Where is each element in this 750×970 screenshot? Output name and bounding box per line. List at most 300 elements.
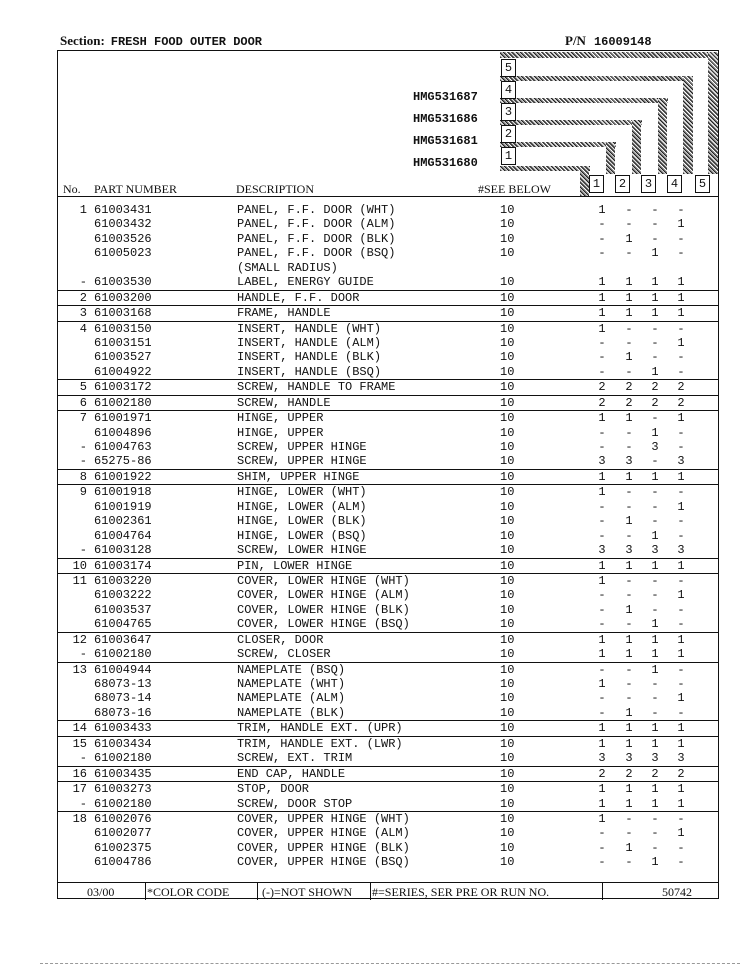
see-below: 10: [500, 632, 515, 647]
see-below: 10: [500, 231, 515, 246]
part-number: 61003526: [94, 231, 152, 246]
item-number: -: [79, 647, 87, 662]
qty-model-3: 1: [651, 617, 659, 632]
qty-model-4: -: [677, 528, 685, 543]
item-number: 2: [79, 290, 87, 305]
qty-model-3: 1: [651, 736, 659, 751]
see-below: 10: [500, 246, 515, 261]
qty-model-2: -: [625, 335, 633, 350]
qty-model-1: -: [598, 335, 606, 350]
qty-model-1: -: [598, 231, 606, 246]
qty-model-1: -: [598, 602, 606, 617]
qty-model-2: -: [625, 364, 633, 379]
table-row: [57, 559, 719, 574]
qty-model-4: 1: [677, 499, 685, 514]
qty-model-4: -: [677, 485, 685, 500]
part-number-heading: [565, 33, 652, 49]
footer-not-shown: (-)=NOT SHOWN: [262, 885, 353, 899]
item-number: 1: [79, 203, 87, 217]
qty-model-1: 1: [598, 721, 606, 736]
part-number: 61001922: [94, 469, 152, 484]
footer-doc-number: 50742: [662, 885, 692, 899]
part-number: 61002076: [94, 811, 152, 826]
description: COVER, UPPER HINGE (BLK): [237, 840, 410, 855]
qty-model-2: 1: [625, 469, 633, 484]
table-row: [57, 217, 719, 231]
qty-model-4: -: [677, 617, 685, 632]
item-number: -: [79, 275, 87, 290]
table-row: [57, 721, 719, 736]
part-number: 61002180: [94, 647, 152, 662]
description: INSERT, HANDLE (ALM): [237, 335, 382, 350]
see-below: 10: [500, 485, 515, 500]
col-header-see-below: #SEE BELOW: [478, 182, 551, 196]
qty-model-3: 1: [651, 632, 659, 647]
qty-model-2: 1: [625, 290, 633, 305]
part-number: 61005023: [94, 246, 152, 261]
qty-model-1: 1: [598, 811, 606, 826]
qty-model-1: -: [598, 246, 606, 261]
part-number: 61003200: [94, 290, 152, 305]
qty-model-2: 2: [625, 766, 633, 781]
qty-model-3: 1: [651, 275, 659, 290]
qty-model-3: -: [651, 350, 659, 365]
qty-model-3: 2: [651, 766, 659, 781]
table-row: [57, 691, 719, 705]
qty-model-3: 2: [651, 380, 659, 395]
qty-model-4: 1: [677, 469, 685, 484]
description: HINGE, UPPER: [237, 425, 324, 440]
qty-model-2: -: [625, 321, 633, 336]
model-name-1: HMG531680: [413, 156, 478, 170]
qty-model-3: -: [651, 335, 659, 350]
part-number: 61003172: [94, 380, 152, 395]
qty-model-4: 1: [677, 721, 685, 736]
model-index-5: 5: [501, 59, 516, 77]
part-number: 68073-14: [94, 691, 152, 706]
qty-model-4: -: [677, 855, 685, 870]
qty-model-2: 1: [625, 647, 633, 662]
item-number: -: [79, 454, 87, 469]
qty-model-2: -: [625, 662, 633, 677]
see-below: 10: [500, 528, 515, 543]
see-below: 10: [500, 306, 515, 321]
item-number: 6: [79, 395, 87, 410]
qty-model-2: 2: [625, 380, 633, 395]
description: HINGE, LOWER (WHT): [237, 485, 367, 500]
qty-model-1: -: [598, 588, 606, 603]
see-below: 10: [500, 203, 515, 217]
qty-model-1: 1: [598, 290, 606, 305]
qty-model-4: -: [677, 811, 685, 826]
col-header-description: DESCRIPTION: [236, 182, 315, 196]
description: HINGE, LOWER (BLK): [237, 514, 367, 529]
qty-model-2: -: [625, 425, 633, 440]
item-number: -: [79, 543, 87, 558]
qty-model-3: 1: [651, 528, 659, 543]
qty-model-3: 1: [651, 425, 659, 440]
table-row: [57, 677, 719, 691]
model-name-2: HMG531681: [413, 134, 478, 148]
qty-model-4: 1: [677, 647, 685, 662]
table-row: [57, 514, 719, 528]
qty-model-3: -: [651, 411, 659, 426]
qty-model-4: -: [677, 840, 685, 855]
qty-model-1: 1: [598, 558, 606, 573]
item-number: 3: [79, 306, 87, 321]
qty-model-3: 1: [651, 796, 659, 811]
qty-model-1: 2: [598, 395, 606, 410]
footer-divider: [602, 883, 603, 900]
qty-model-3: 1: [651, 662, 659, 677]
qty-model-2: -: [625, 217, 633, 232]
part-number: 61002180: [94, 751, 152, 766]
qty-model-3: -: [651, 217, 659, 232]
qty-model-4: 1: [677, 335, 685, 350]
item-number: 16: [72, 766, 87, 781]
qty-model-3: 3: [651, 440, 659, 454]
part-number: 61003433: [94, 721, 152, 736]
part-number: 61003434: [94, 736, 152, 751]
qty-model-2: 1: [625, 275, 633, 290]
see-below: 10: [500, 425, 515, 440]
col-header-part-number: PART NUMBER: [94, 182, 177, 196]
table-row: [57, 306, 719, 321]
qty-model-4: 1: [677, 826, 685, 841]
qty-model-4: 1: [677, 782, 685, 797]
qty-model-1: -: [598, 217, 606, 232]
see-below: 10: [500, 855, 515, 870]
item-number: 14: [72, 721, 87, 736]
qty-model-2: -: [625, 811, 633, 826]
qty-model-1: -: [598, 826, 606, 841]
qty-model-4: 1: [677, 217, 685, 232]
qty-model-2: 3: [625, 751, 633, 766]
item-number: 18: [72, 811, 87, 826]
qty-model-1: 1: [598, 411, 606, 426]
see-below: 10: [500, 766, 515, 781]
part-number: 61004896: [94, 425, 152, 440]
table-row: [57, 737, 719, 751]
part-number: 61004765: [94, 617, 152, 632]
col-header-model-2: 2: [615, 175, 630, 193]
footer-date: 03/00: [87, 885, 115, 899]
part-number: 61003432: [94, 217, 152, 232]
see-below: 10: [500, 499, 515, 514]
qty-model-1: 1: [598, 647, 606, 662]
item-number: 15: [72, 736, 87, 751]
description: PANEL, F.F. DOOR (WHT): [237, 203, 396, 217]
table-row: [57, 322, 719, 336]
see-below: 10: [500, 677, 515, 691]
see-below: 10: [500, 662, 515, 677]
description: NAMEPLATE (ALM): [237, 691, 346, 706]
qty-model-1: 1: [598, 485, 606, 500]
qty-model-1: 1: [598, 573, 606, 588]
qty-model-4: -: [677, 350, 685, 365]
qty-model-1: -: [598, 528, 606, 543]
table-row: [57, 706, 719, 721]
table-row: [57, 411, 719, 425]
table-row: [57, 663, 719, 677]
qty-model-4: -: [677, 246, 685, 261]
item-number: 9: [79, 485, 87, 500]
qty-model-1: 1: [598, 782, 606, 797]
description: COVER, UPPER HINGE (ALM): [237, 826, 410, 841]
qty-model-2: -: [625, 440, 633, 454]
qty-model-4: -: [677, 662, 685, 677]
description: COVER, UPPER HINGE (WHT): [237, 811, 410, 826]
qty-model-3: 1: [651, 855, 659, 870]
qty-model-2: 1: [625, 350, 633, 365]
qty-model-3: 1: [651, 558, 659, 573]
qty-model-3: 1: [651, 647, 659, 662]
qty-model-1: -: [598, 662, 606, 677]
qty-model-2: -: [625, 691, 633, 706]
model-index-1: 1: [501, 147, 516, 165]
qty-model-1: -: [598, 364, 606, 379]
qty-model-1: -: [598, 514, 606, 529]
pn-label: P/N: [565, 33, 586, 48]
qty-model-3: -: [651, 840, 659, 855]
table-row: [57, 826, 719, 840]
description: COVER, LOWER HINGE (BSQ): [237, 617, 410, 632]
qty-model-3: -: [651, 485, 659, 500]
part-number: 61003128: [94, 543, 152, 558]
footer-divider: [145, 883, 146, 900]
qty-model-2: 1: [625, 782, 633, 797]
qty-model-1: 1: [598, 321, 606, 336]
qty-model-3: 1: [651, 306, 659, 321]
model-index-4: 4: [501, 81, 516, 99]
description: SCREW, LOWER HINGE: [237, 543, 367, 558]
footer-divider: [370, 883, 371, 900]
table-row: [57, 588, 719, 602]
description: TRIM, HANDLE EXT. (UPR): [237, 721, 403, 736]
qty-model-1: 2: [598, 380, 606, 395]
qty-model-3: 1: [651, 782, 659, 797]
qty-model-4: -: [677, 514, 685, 529]
table-row: [57, 574, 719, 588]
see-below: 10: [500, 602, 515, 617]
see-below: 10: [500, 440, 515, 454]
see-below: 10: [500, 514, 515, 529]
item-number: -: [79, 796, 87, 811]
see-below: 10: [500, 543, 515, 558]
see-below: 10: [500, 290, 515, 305]
qty-model-2: -: [625, 485, 633, 500]
qty-model-4: -: [677, 203, 685, 217]
qty-model-4: 1: [677, 290, 685, 305]
see-below: 10: [500, 647, 515, 662]
part-number: 68073-13: [94, 677, 152, 691]
qty-model-2: -: [625, 246, 633, 261]
see-below: 10: [500, 275, 515, 290]
item-number: 11: [72, 573, 87, 588]
see-below: 10: [500, 705, 515, 720]
see-below: 10: [500, 364, 515, 379]
qty-model-4: -: [677, 573, 685, 588]
footer-bar: [57, 882, 719, 900]
description: SCREW, DOOR STOP: [237, 796, 353, 811]
item-number: 4: [79, 321, 87, 336]
qty-model-2: 1: [625, 736, 633, 751]
qty-model-2: 1: [625, 796, 633, 811]
see-below: 10: [500, 751, 515, 766]
description: END CAP, HANDLE: [237, 766, 346, 781]
qty-model-3: -: [651, 514, 659, 529]
qty-model-4: 3: [677, 751, 685, 766]
description: CLOSER, DOOR: [237, 632, 324, 647]
qty-model-3: -: [651, 573, 659, 588]
qty-model-4: 2: [677, 766, 685, 781]
see-below: 10: [500, 736, 515, 751]
qty-model-2: 3: [625, 543, 633, 558]
qty-model-1: 3: [598, 454, 606, 469]
qty-model-1: -: [598, 840, 606, 855]
qty-model-4: 1: [677, 736, 685, 751]
see-below: 10: [500, 691, 515, 706]
description: NAMEPLATE (BSQ): [237, 662, 346, 677]
item-number: 8: [79, 469, 87, 484]
part-number: 61004786: [94, 855, 152, 870]
part-number: 61003150: [94, 321, 152, 336]
qty-model-2: 1: [625, 558, 633, 573]
section-label: Section:: [60, 33, 105, 48]
part-number: 61001918: [94, 485, 152, 500]
description: INSERT, HANDLE (BSQ): [237, 364, 382, 379]
qty-model-3: 3: [651, 543, 659, 558]
qty-model-1: -: [598, 705, 606, 720]
qty-model-3: -: [651, 499, 659, 514]
qty-model-3: 1: [651, 246, 659, 261]
qty-model-2: -: [625, 573, 633, 588]
table-row: [57, 396, 719, 411]
part-number: 61002180: [94, 796, 152, 811]
table-row: [57, 647, 719, 662]
qty-model-1: 1: [598, 796, 606, 811]
qty-model-2: 2: [625, 395, 633, 410]
description: SCREW, HANDLE: [237, 395, 331, 410]
qty-model-2: 1: [625, 602, 633, 617]
part-number: 61002077: [94, 826, 152, 841]
section-heading: [60, 33, 262, 49]
qty-model-1: 1: [598, 306, 606, 321]
col-header-model-5: 5: [695, 175, 710, 193]
model-index-3: 3: [501, 103, 516, 121]
description: COVER, LOWER HINGE (BLK): [237, 602, 410, 617]
qty-model-4: -: [677, 425, 685, 440]
qty-model-4: 1: [677, 691, 685, 706]
description: NAMEPLATE (WHT): [237, 677, 346, 691]
footer-divider: [257, 883, 258, 900]
table-row: [57, 782, 719, 796]
description: INSERT, HANDLE (WHT): [237, 321, 382, 336]
description: HINGE, UPPER: [237, 411, 324, 426]
qty-model-2: 1: [625, 840, 633, 855]
table-row: [57, 232, 719, 246]
see-below: 10: [500, 350, 515, 365]
table-row: [57, 812, 719, 826]
qty-model-1: 1: [598, 275, 606, 290]
qty-model-3: 1: [651, 469, 659, 484]
table-row: [57, 633, 719, 647]
description: PANEL, F.F. DOOR (ALM): [237, 217, 396, 232]
qty-model-4: 1: [677, 411, 685, 426]
description: PANEL, F.F. DOOR (BLK): [237, 231, 396, 246]
qty-model-1: 3: [598, 751, 606, 766]
part-number: 61004764: [94, 528, 152, 543]
qty-model-4: -: [677, 321, 685, 336]
see-below: 10: [500, 411, 515, 426]
table-row: [57, 246, 719, 260]
table-row: [57, 543, 719, 558]
description: INSERT, HANDLE (BLK): [237, 350, 382, 365]
qty-model-2: -: [625, 855, 633, 870]
qty-model-1: 3: [598, 543, 606, 558]
part-number: 68073-16: [94, 705, 152, 720]
qty-model-2: 1: [625, 306, 633, 321]
description: PANEL, F.F. DOOR (BSQ): [237, 246, 396, 261]
qty-model-4: 2: [677, 380, 685, 395]
part-number: 61003435: [94, 766, 152, 781]
qty-model-3: 1: [651, 721, 659, 736]
description: LABEL, ENERGY GUIDE: [237, 275, 374, 290]
qty-model-4: -: [677, 440, 685, 454]
qty-model-1: 1: [598, 203, 606, 217]
col-header-model-1: 1: [589, 175, 604, 193]
parts-table: [57, 203, 719, 870]
qty-model-1: -: [598, 617, 606, 632]
item-number: 13: [72, 662, 87, 677]
part-number: 61003431: [94, 203, 152, 217]
qty-model-3: 1: [651, 364, 659, 379]
qty-model-1: -: [598, 691, 606, 706]
qty-model-3: -: [651, 602, 659, 617]
qty-model-4: 1: [677, 588, 685, 603]
table-row: [57, 485, 719, 499]
part-number: 61004763: [94, 440, 152, 454]
table-row: [57, 350, 719, 364]
description: PIN, LOWER HINGE: [237, 558, 353, 573]
part-number: 61001919: [94, 499, 152, 514]
description: SCREW, EXT. TRIM: [237, 751, 353, 766]
see-below: 10: [500, 335, 515, 350]
qty-model-4: -: [677, 364, 685, 379]
see-below: 10: [500, 558, 515, 573]
qty-model-3: -: [651, 321, 659, 336]
table-row: [57, 291, 719, 306]
qty-model-2: -: [625, 617, 633, 632]
description: STOP, DOOR: [237, 782, 310, 797]
see-below: 10: [500, 380, 515, 395]
page-bottom-rule: [40, 963, 740, 964]
qty-model-2: 3: [625, 454, 633, 469]
qty-model-3: 1: [651, 290, 659, 305]
qty-model-4: 2: [677, 395, 685, 410]
part-number: 61004922: [94, 364, 152, 379]
see-below: 10: [500, 796, 515, 811]
table-row: [57, 767, 719, 782]
qty-model-3: -: [651, 454, 659, 469]
part-number: 61003222: [94, 588, 152, 603]
part-number: 61003530: [94, 275, 152, 290]
qty-model-1: 2: [598, 766, 606, 781]
qty-model-3: -: [651, 691, 659, 706]
qty-model-2: -: [625, 499, 633, 514]
qty-model-2: -: [625, 826, 633, 841]
table-row: [57, 261, 719, 275]
